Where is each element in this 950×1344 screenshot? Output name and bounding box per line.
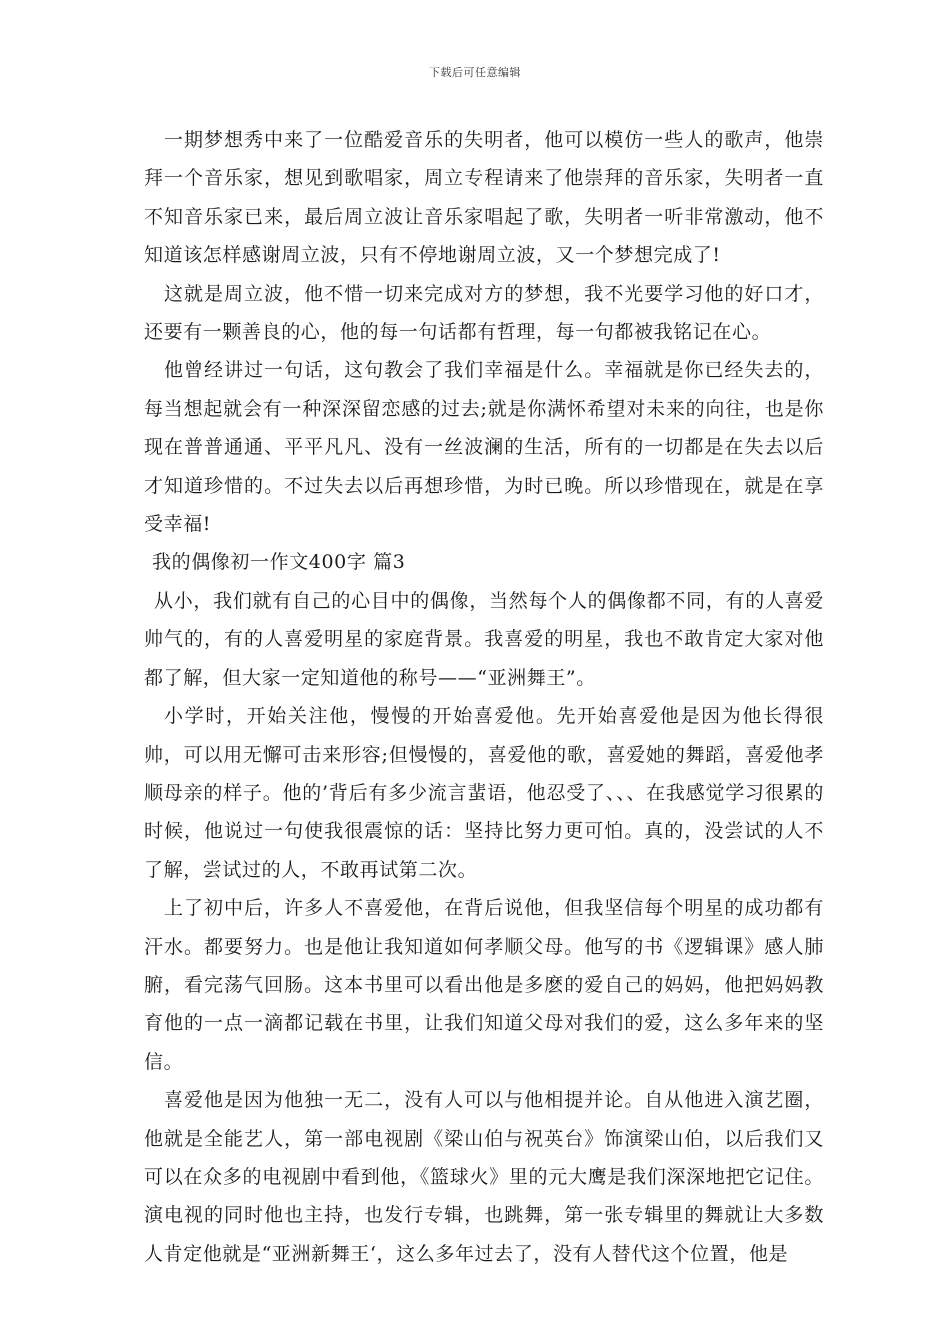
paragraph-dream-show: 一期梦想秀中来了一位酷爱音乐的失明者，他可以模仿一些人的歌声，他崇拜一个音乐家，想见到歌唱家，周立专程请来了他崇拜的音乐家，失明者一直不知音乐家已来，最后周立波让音乐家唱起了歌，失明者一听非常激动，他不知道该怎样感谢周立波，只有不停地谢周立波，又一个梦想完成了! bbox=[144, 129, 824, 267]
paragraph-zhou-libo: 这就是周立波，他不惜一切来完成对方的梦想，我不光要学习他的好口才，还要有一颗善良的心，他的每一句话都有哲理，每一句都被我铭记在心。 bbox=[144, 282, 824, 344]
paragraph-happiness: 他曾经讲过一句话，这句教会了我们幸福是什么。幸福就是你已经失去的，每当想起就会有一种深深留恋感的过去;就是你满怀希望对未来的向往，也是你现在普普通通、平平凡凡、没有一丝波澜的生活，所有的一切都是在失去以后才知道珍惜的。不过失去以后再想珍惜，为时已晚。所以珍惜现在，就是在享受幸福! bbox=[144, 359, 824, 536]
paragraph-junior-high: 上了初中后，许多人不喜爱他，在背后说他，但我坚信每个明星的成功都有汗水。都要努力。也是他让我知道如何孝顺父母。他写的书《逻辑课》感人肺腑，看完荡气回肠。这本书里可以看出他是多麽的爱自己的妈妈，他把妈妈教育他的一点一滴都记载在书里，让我们知道父母对我们的爱，这么多年来的坚信。 bbox=[144, 897, 824, 1073]
section-title: 我的偶像初一作文400字 篇3 bbox=[152, 551, 406, 574]
document-body bbox=[144, 121, 824, 1273]
page-header: 下载后可任意编辑 bbox=[429, 66, 521, 79]
paragraph-idol-intro: 从小，我们就有自己的心目中的偶像，当然每个人的偶像都不同，有的人喜爱帅气的，有的人喜爱明星的家庭背景。我喜爱的明星，我也不敢肯定大家对他都了解，但大家一定知道他的称号——“亚洲舞王”。 bbox=[144, 589, 824, 689]
paragraph-primary-school: 小学时，开始关注他，慢慢的开始喜爱他。先开始喜爱他是因为他长得很帅，可以用无懈可击来形容;但慢慢的，喜爱他的歌，喜爱她的舞蹈，喜爱他孝顺母亲的样子。他的’背后有多少流言蜚语，他忍受了、、、在我感觉学习很累的时候，他说过一句使我很震惊的话：坚持比努力更可怕。真的，没尝试的人不了解，尝试过的人，不敢再试第二次。 bbox=[144, 705, 824, 881]
paragraph-unique: 喜爱他是因为他独一无二，没有人可以与他相提并论。自从他进入演艺圈，他就是全能艺人，第一部电视剧《梁山伯与祝英台》饰演梁山伯，以后我们又可以在众多的电视剧中看到他，《篮球火》里的元大鹰是我们深深地把它记住。演电视的同时他也主持，也发行专辑，也跳舞，第一张专辑里的舞就让大多数人肯定他就是“亚洲新舞王‘，这么多年过去了，没有人替代这个位置，他是 bbox=[144, 1089, 824, 1265]
